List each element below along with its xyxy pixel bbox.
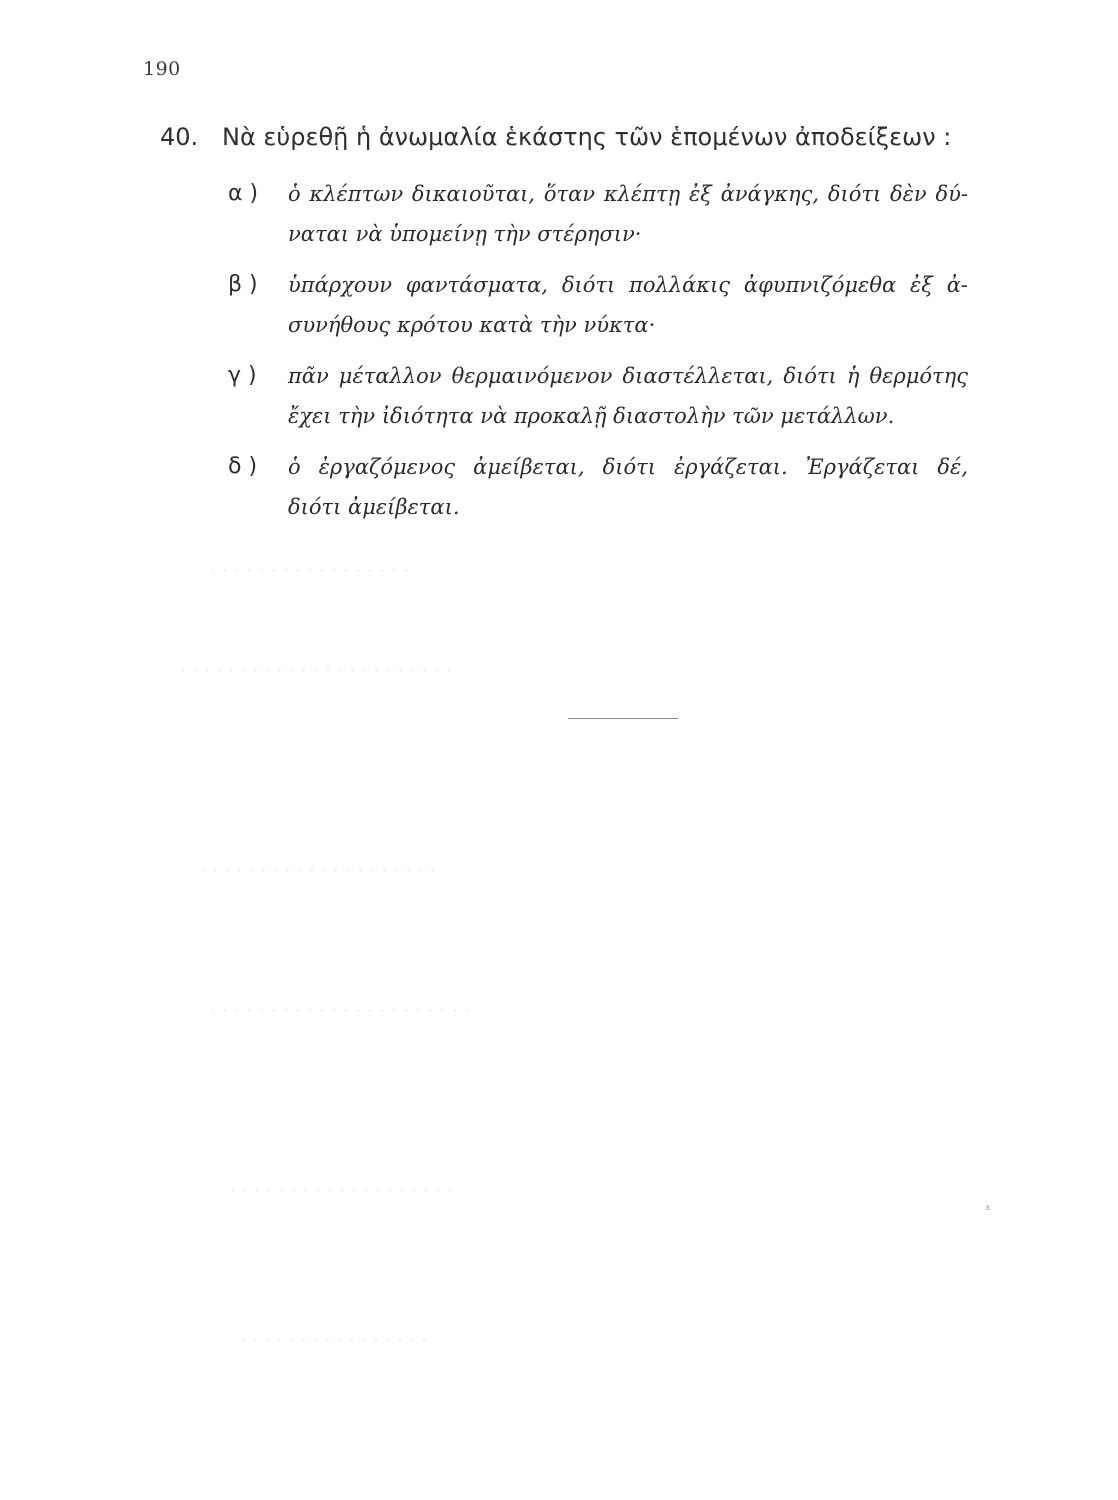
stray-mark: ³ — [985, 1203, 990, 1217]
item-text — [288, 174, 968, 254]
item-line: ἔχει τὴν ἰδιότητα νὰ προκαλῇ διαστολὴν τῶν μετάλλων. — [288, 404, 895, 428]
exercise-40 — [160, 120, 1020, 538]
item-line: πᾶν μέταλλον θερμαινόμενον διαστέλλεται, διότι ἡ θερμότης — [288, 364, 968, 388]
item-text — [288, 356, 968, 436]
item-label: α ) — [228, 181, 259, 206]
item-label: δ ) — [228, 454, 258, 479]
item-label: γ ) — [228, 363, 257, 388]
exercise-item-d — [228, 447, 1020, 527]
exercise-items — [228, 174, 1020, 527]
section-separator — [568, 718, 678, 719]
ghost-line: · · · · · · · · · · · · · · · · · · · · · · · — [180, 660, 452, 682]
ghost-line: · · · · · · · · · · · · · · · · · — [210, 560, 410, 582]
item-text — [288, 265, 968, 345]
item-text — [288, 447, 968, 527]
exercise-number: 40. — [160, 123, 199, 151]
exercise-heading — [160, 120, 1020, 154]
exercise-item-b — [228, 265, 1020, 345]
item-line: ὑπάρχουν φαντάσματα, διότι πολλάκις ἀφυπνιζόμεθα ἐξ ἀ- — [288, 273, 968, 297]
ghost-line: · · · · · · · · · · · · · · · · · · · — [230, 1180, 454, 1202]
item-line: συνήθους κρότου κατὰ τὴν νύκτα· — [288, 313, 656, 337]
ghost-line: · · · · · · · · · · · · · · · · · · · · — [200, 860, 436, 882]
ghost-line: · · · · · · · · · · · · · · · · — [240, 1330, 428, 1352]
page-number: 190 — [143, 58, 181, 80]
exercise-item-a — [228, 174, 1020, 254]
ghost-line: · · · · · · · · · · · · · · · · · · · · · · — [210, 1000, 470, 1022]
exercise-instruction: Νὰ εὑρεθῇ ἡ ἀνωμαλία ἑκάστης τῶν ἑπομένων ἀποδείξεων : — [222, 123, 952, 151]
item-line: ὁ κλέπτων δικαιοῦται, ὅταν κλέπτῃ ἐξ ἀνάγκης, διότι δὲν δύ- — [288, 182, 968, 206]
item-label: β ) — [228, 272, 258, 297]
item-line: διότι ἀμείβεται. — [288, 495, 460, 519]
item-line: ναται νὰ ὑπομείνῃ τὴν στέρησιν· — [288, 222, 642, 246]
exercise-item-c — [228, 356, 1020, 436]
item-line: ὁ ἐργαζόμενος ἀμείβεται, διότι ἐργάζεται. Ἐργάζεται δέ, — [288, 455, 968, 479]
